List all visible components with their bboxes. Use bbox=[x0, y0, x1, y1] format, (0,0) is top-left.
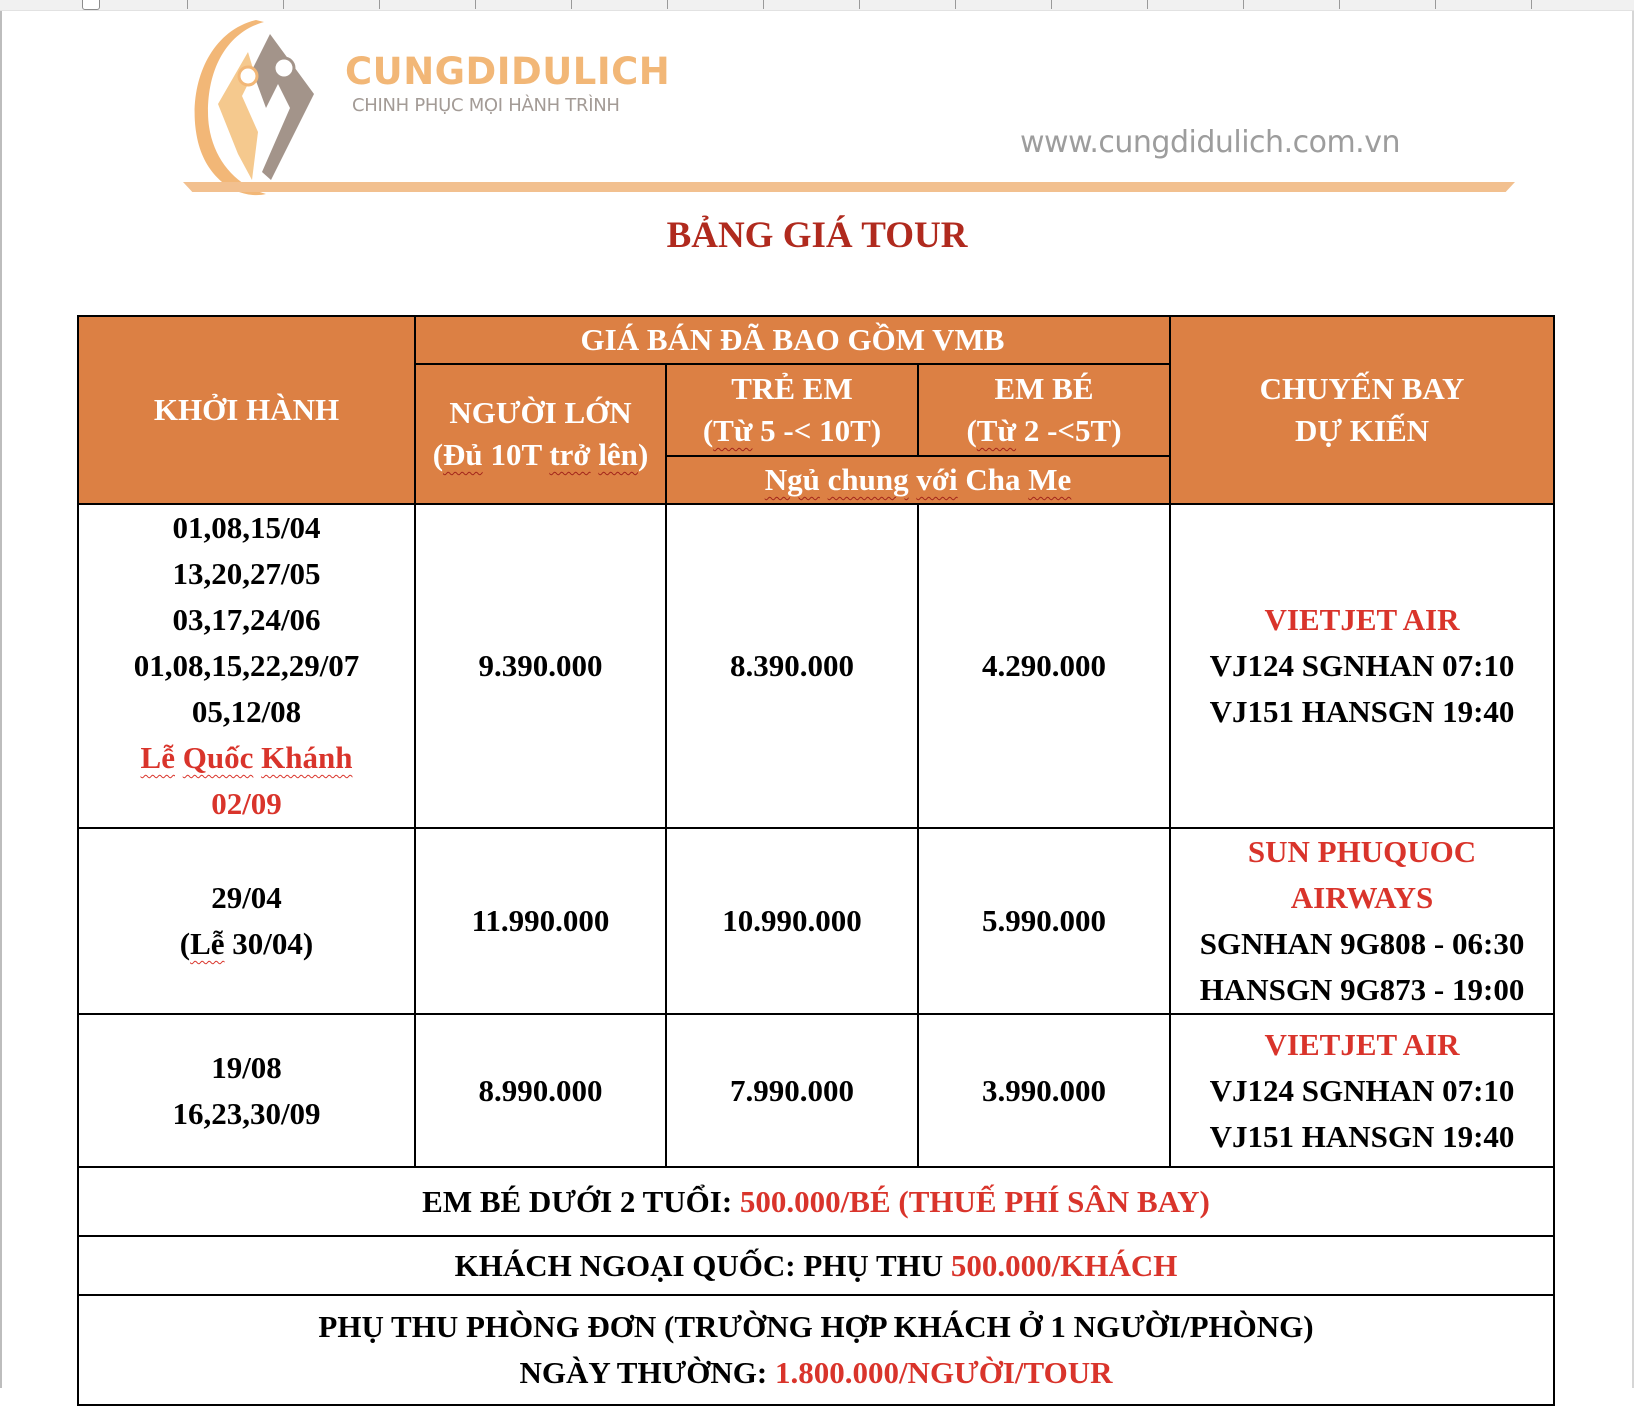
header-divider bbox=[183, 182, 1515, 192]
text bbox=[820, 462, 828, 497]
departure-date: 19/08 bbox=[211, 1049, 282, 1085]
website-url: www.cungdidulich.com.vn bbox=[1020, 125, 1400, 160]
spellcheck-word: Từ bbox=[976, 413, 1017, 448]
airline-name: VIETJET AIR bbox=[1264, 602, 1460, 637]
ruler-tick bbox=[379, 0, 380, 9]
departure-date: 05,12/08 bbox=[191, 694, 302, 729]
spellcheck-word: trở bbox=[549, 437, 591, 472]
departure-date: 29/04 bbox=[211, 880, 282, 915]
note-infant-under2 bbox=[78, 1167, 1554, 1236]
header-infant-age bbox=[919, 410, 1169, 452]
text: 2 -<5T) bbox=[1016, 413, 1122, 448]
note-label: NGÀY THƯỜNG: bbox=[519, 1355, 775, 1390]
price-child: 8.390.000 bbox=[666, 504, 918, 828]
holiday-label bbox=[79, 735, 414, 781]
ruler-tick bbox=[1051, 0, 1052, 9]
note-label: EM BÉ DƯỚI 2 TUỔI: bbox=[422, 1183, 740, 1219]
header-row bbox=[78, 316, 1554, 364]
header-departure: KHỞI HÀNH bbox=[78, 316, 415, 504]
table-row bbox=[78, 504, 1554, 828]
document-title: BẢNG GIÁ TOUR bbox=[666, 215, 968, 256]
price-child: 7.990.000 bbox=[666, 1014, 918, 1167]
holiday-label bbox=[79, 921, 414, 967]
price-table bbox=[77, 315, 1555, 1406]
ruler bbox=[0, 0, 1634, 11]
header-infant-label: EM BÉ bbox=[994, 371, 1094, 406]
text: ( bbox=[179, 926, 191, 961]
price-infant: 3.990.000 bbox=[918, 1014, 1170, 1167]
note-row bbox=[78, 1236, 1554, 1295]
header-flight bbox=[1170, 316, 1554, 504]
price-adult: 11.990.000 bbox=[415, 828, 666, 1014]
text: 30/04) bbox=[224, 926, 314, 961]
departure-date: 01,08,15,22,29/07 bbox=[133, 648, 360, 683]
airline-name: VIETJET AIR bbox=[1264, 1026, 1460, 1062]
price-adult: 8.990.000 bbox=[415, 1014, 666, 1167]
airline-name: AIRWAYS bbox=[1290, 880, 1434, 915]
price-infant: 5.990.000 bbox=[918, 828, 1170, 1014]
note-foreign-guest bbox=[78, 1236, 1554, 1295]
header-flight-line1: CHUYẾN BAY bbox=[1259, 371, 1465, 406]
flight-info: VJ124 SGNHAN 07:10 bbox=[1209, 648, 1515, 683]
flight-info: HANSGN 9G873 - 19:00 bbox=[1199, 972, 1525, 1007]
text bbox=[253, 740, 261, 775]
ruler-tick bbox=[1531, 0, 1532, 9]
spellcheck-word: Khánh bbox=[261, 740, 353, 775]
ruler-tick bbox=[1339, 0, 1340, 9]
header-infant bbox=[918, 364, 1170, 456]
brand-logo-icon bbox=[186, 12, 326, 202]
note-value: 1.800.000/NGƯỜI/TOUR bbox=[774, 1355, 1113, 1390]
price-adult: 9.390.000 bbox=[415, 504, 666, 828]
ruler-tick bbox=[955, 0, 956, 9]
ruler-tick bbox=[1243, 0, 1244, 9]
ruler-tick bbox=[283, 0, 284, 9]
note-line bbox=[79, 1350, 1553, 1396]
ruler-tick bbox=[475, 0, 476, 9]
ruler-tick bbox=[571, 0, 572, 9]
price-infant: 4.290.000 bbox=[918, 504, 1170, 828]
header-child-age bbox=[667, 410, 917, 452]
header-adult bbox=[415, 364, 666, 504]
ruler-tick bbox=[1435, 0, 1436, 9]
text: ( bbox=[702, 413, 714, 448]
table-row bbox=[78, 828, 1554, 1014]
ruler-tick bbox=[859, 0, 860, 9]
ruler-tick bbox=[187, 0, 188, 9]
header-child-label: TRẺ EM bbox=[731, 371, 853, 406]
note-value: 500.000/KHÁCH bbox=[950, 1247, 1178, 1283]
header-adult-label: NGƯỜI LỚN bbox=[449, 395, 632, 430]
note-label: PHỤ THU PHÒNG ĐƠN (TRƯỜNG HỢP KHÁCH Ở 1 NGƯỜI/PHÒNG) bbox=[318, 1309, 1314, 1344]
brand-name: CUNGDIDULICH bbox=[345, 50, 671, 93]
flight-info: VJ151 HANSGN 19:40 bbox=[1209, 1118, 1515, 1154]
price-child: 10.990.000 bbox=[666, 828, 918, 1014]
departure-cell bbox=[78, 504, 415, 828]
header-child bbox=[666, 364, 918, 456]
text bbox=[175, 740, 183, 775]
departure-cell bbox=[78, 1014, 415, 1167]
header-shared-bed bbox=[666, 456, 1170, 504]
table-row bbox=[78, 1014, 1554, 1167]
spellcheck-word: Ngủ bbox=[764, 462, 820, 497]
spellcheck-word: lên bbox=[598, 437, 638, 472]
text: 5 -< 10T) bbox=[752, 413, 882, 448]
text: 10T bbox=[482, 437, 550, 472]
ruler-tick bbox=[667, 0, 668, 9]
spellcheck-word: Lễ bbox=[190, 926, 225, 961]
header-price-group: GIÁ BÁN ĐÃ BAO GỒM VMB bbox=[415, 316, 1170, 364]
flight-cell bbox=[1170, 504, 1554, 828]
departure-date: 01,08,15/04 bbox=[172, 510, 321, 545]
flight-info: VJ151 HANSGN 19:40 bbox=[1209, 694, 1515, 729]
flight-cell bbox=[1170, 828, 1554, 1014]
text: ) bbox=[637, 437, 649, 472]
ruler-indent-marker[interactable] bbox=[82, 0, 100, 10]
note-single-room bbox=[78, 1295, 1554, 1405]
spellcheck-word: Đủ bbox=[443, 437, 483, 472]
departure-cell bbox=[78, 828, 415, 1014]
text: Cha bbox=[957, 462, 1029, 497]
flight-info: VJ124 SGNHAN 07:10 bbox=[1209, 1072, 1515, 1108]
flight-info: SGNHAN 9G808 - 06:30 bbox=[1199, 926, 1525, 961]
spellcheck-word: Từ bbox=[713, 413, 753, 448]
spellcheck-word: chung bbox=[827, 462, 909, 497]
departure-date: 16,23,30/09 bbox=[172, 1095, 321, 1131]
text: ( bbox=[966, 413, 977, 448]
text: ( bbox=[432, 437, 444, 472]
holiday-date: 02/09 bbox=[211, 786, 282, 821]
spellcheck-word: Quốc bbox=[182, 740, 254, 775]
spellcheck-word: Lễ bbox=[140, 740, 175, 775]
brand-tagline: CHINH PHỤC MỌI HÀNH TRÌNH bbox=[352, 95, 620, 116]
spellcheck-word: Me bbox=[1028, 462, 1072, 497]
departure-date: 03,17,24/06 bbox=[172, 602, 321, 637]
note-row bbox=[78, 1295, 1554, 1405]
header-flight-line2: DỰ KIẾN bbox=[1294, 413, 1430, 448]
header-adult-age bbox=[416, 434, 665, 476]
note-value: 500.000/BÉ (THUẾ PHÍ SÂN BAY) bbox=[739, 1183, 1210, 1219]
airline-name: SUN PHUQUOC bbox=[1247, 834, 1477, 869]
departure-date: 13,20,27/05 bbox=[172, 556, 321, 591]
flight-cell bbox=[1170, 1014, 1554, 1167]
note-row bbox=[78, 1167, 1554, 1236]
ruler-tick bbox=[1147, 0, 1148, 9]
ruler-tick bbox=[763, 0, 764, 9]
note-label: KHÁCH NGOẠI QUỐC: PHỤ THU bbox=[454, 1247, 951, 1283]
spellcheck-word: với bbox=[916, 462, 958, 497]
